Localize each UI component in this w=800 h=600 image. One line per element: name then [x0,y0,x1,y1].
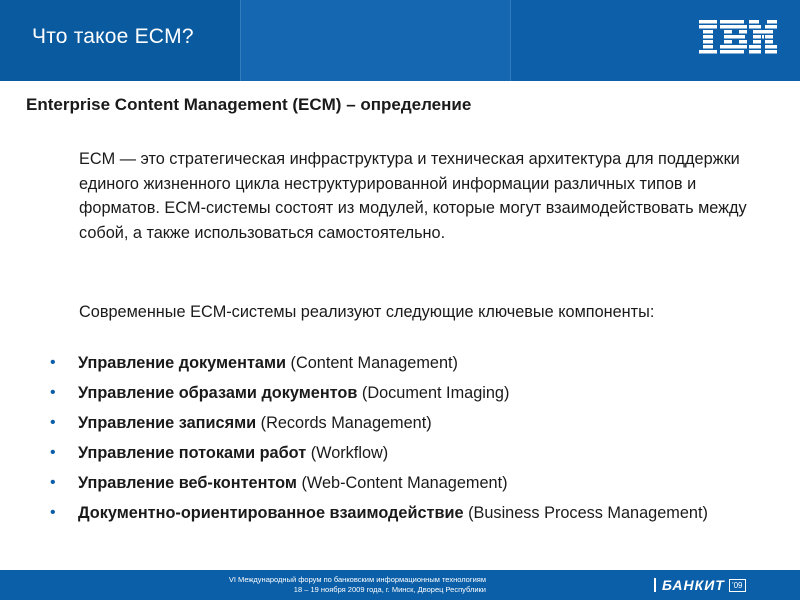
definition-paragraph [79,147,779,245]
component-english: (Workflow) [306,444,389,462]
component-english: (Content Management) [286,354,458,372]
list-item [50,471,770,495]
component-english: (Web-Content Management) [296,474,508,492]
bullet-icon: • [50,444,56,461]
logo-badge: ’09 [729,579,746,592]
slide-footer [0,570,800,600]
logo-text: БАНКИТ [662,577,725,593]
bullet-icon: • [50,414,56,431]
list-item [50,501,770,525]
definition-text: ECM — это стратегическая инфраструктура и техническая архитектура для поддержки единого жизненного цикла неструктурированной информации различных типов и форматов. ECM-системы состоят из модулей, которые могут взаимодействовать между собой, а также использоваться самостоятельно. [79,150,747,242]
component-name: Управление записями [78,414,257,432]
component-name: Управление потоками работ [78,444,307,462]
header-divider [510,0,511,81]
slide-header [0,0,800,81]
component-english: (Document Imaging) [357,384,510,402]
bullet-icon: • [50,354,56,371]
footer-event-info [150,575,486,595]
list-item [50,351,770,375]
header-segment [240,0,510,81]
slide-subtitle: Enterprise Content Management (ECM) – определение [26,95,472,114]
list-item [50,441,770,465]
slide-title: Что такое ECM? [32,25,194,48]
component-english: (Records Management) [256,414,432,432]
component-name: Управление веб-контентом [78,474,297,492]
ibm-logo [699,20,777,56]
component-name: Управление документами [78,354,287,372]
component-name: Документно-ориентированное взаимодействие [78,504,464,522]
footer-line-1: VI Международный форум по банковским информационным технологиям [228,575,486,584]
footer-line-2: 18 – 19 ноября 2009 года, г. Минск, Дворец Республики [293,585,486,594]
list-item [50,411,770,435]
components-intro: Современные ECM-системы реализуют следующие ключевые компоненты: [79,303,655,321]
logo-bar-icon [654,578,656,592]
header-divider [240,0,241,81]
bullet-icon: • [50,384,56,401]
bankit-logo [654,575,746,595]
component-english: (Business Process Management) [463,504,708,522]
bullet-icon: • [50,474,56,491]
bullet-icon: • [50,504,56,521]
list-item [50,381,770,405]
component-name: Управление образами документов [78,384,358,402]
components-list [50,351,770,531]
